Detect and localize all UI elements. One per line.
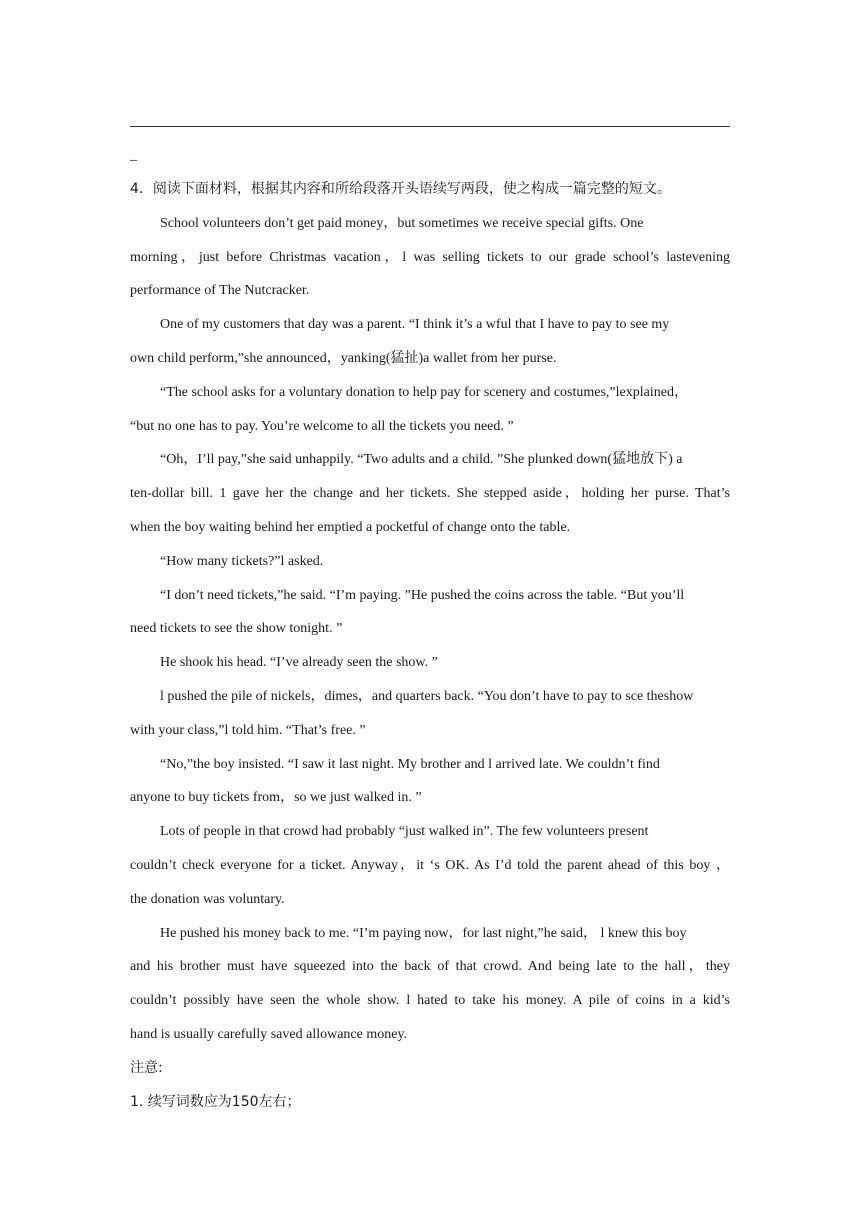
passage-line: “I don’t need tickets,”he said. “I’m paying. ”He pushed the coins across the table. “But you’ll xyxy=(160,587,685,603)
passage-line: One of my customers that day was a parent. “I think it’s a wful that I have to pay to see my xyxy=(160,317,670,333)
passage-line: ten-dollar bill. 1 gave her the change and her tickets. She stepped aside，holding her purse. That’s xyxy=(130,486,730,502)
passage-line: performance of The Nutcracker. xyxy=(130,283,310,299)
passage-line: couldn’t possibly have seen the whole show. l hated to take his money. A pile of coins in a kid’s xyxy=(130,993,730,1009)
passage-line: need tickets to see the show tonight. ” xyxy=(130,621,343,637)
notes-item: 1. 续写词数应为150左右； xyxy=(130,1093,301,1110)
passage-line: “Oh，I’ll pay,”she said unhappily. “Two adults and a child. ”She plunked down(猛地放下) a xyxy=(160,452,683,468)
notes-heading: 注意: xyxy=(130,1059,163,1076)
passage-line: l pushed the pile of nickels，dimes，and quarters back. “You don’t have to pay to sce theshow xyxy=(160,688,694,704)
passage-line: morning，just before Christmas vacation，l was selling tickets to our grade school’s lastevening xyxy=(130,249,730,265)
passage-line: “How many tickets?”l asked. xyxy=(160,553,324,569)
passage-line: “but no one has to pay. You’re welcome to all the tickets you need. ” xyxy=(130,418,514,434)
passage-line: He shook his head. “I’ve already seen the show. ” xyxy=(160,655,438,671)
passage-line: when the boy waiting behind her emptied a pocketful of change onto the table. xyxy=(130,519,571,535)
passage-line: “The school asks for a voluntary donation to help pay for scenery and costumes,”lexplained， xyxy=(160,384,688,400)
passage-line: Lots of people in that crowd had probably “just walked in”. The few volunteers present xyxy=(160,824,649,840)
question-content xyxy=(130,173,730,1119)
passage-line: anyone to buy tickets from，so we just walked in. ” xyxy=(130,790,422,806)
passage-line: and his brother must have squeezed into the back of that crowd. And being late to the hall，they xyxy=(130,959,730,975)
question-instruction: 4．阅读下面材料，根据其内容和所给段落开头语续写两段，使之构成一篇完整的短文。 xyxy=(130,181,671,197)
passage-line: couldn’t check everyone for a ticket. Anyway，it ‘s OK. As I’d told the parent ahead of this boy ， xyxy=(130,857,730,873)
answer-line-tail: _ xyxy=(130,148,137,163)
passage-line: the donation was voluntary. xyxy=(130,891,285,907)
passage-line: with your class,”l told him. “That’s free. ” xyxy=(130,722,366,738)
answer-line xyxy=(130,126,730,127)
passage-line: He pushed his money back to me. “I’m paying now，for last night,”he said， l knew this boy xyxy=(160,925,687,941)
passage-line: “No,”the boy insisted. “I saw it last night. My brother and l arrived late. We couldn’t find xyxy=(160,756,660,772)
passage-line: School volunteers don’t get paid money，but sometimes we receive special gifts. One xyxy=(160,215,644,231)
passage-line: hand is usually carefully saved allowance money. xyxy=(130,1026,408,1042)
passage-line: own child perform,”she announced，yanking(猛扯)a wallet from her purse. xyxy=(130,350,557,366)
